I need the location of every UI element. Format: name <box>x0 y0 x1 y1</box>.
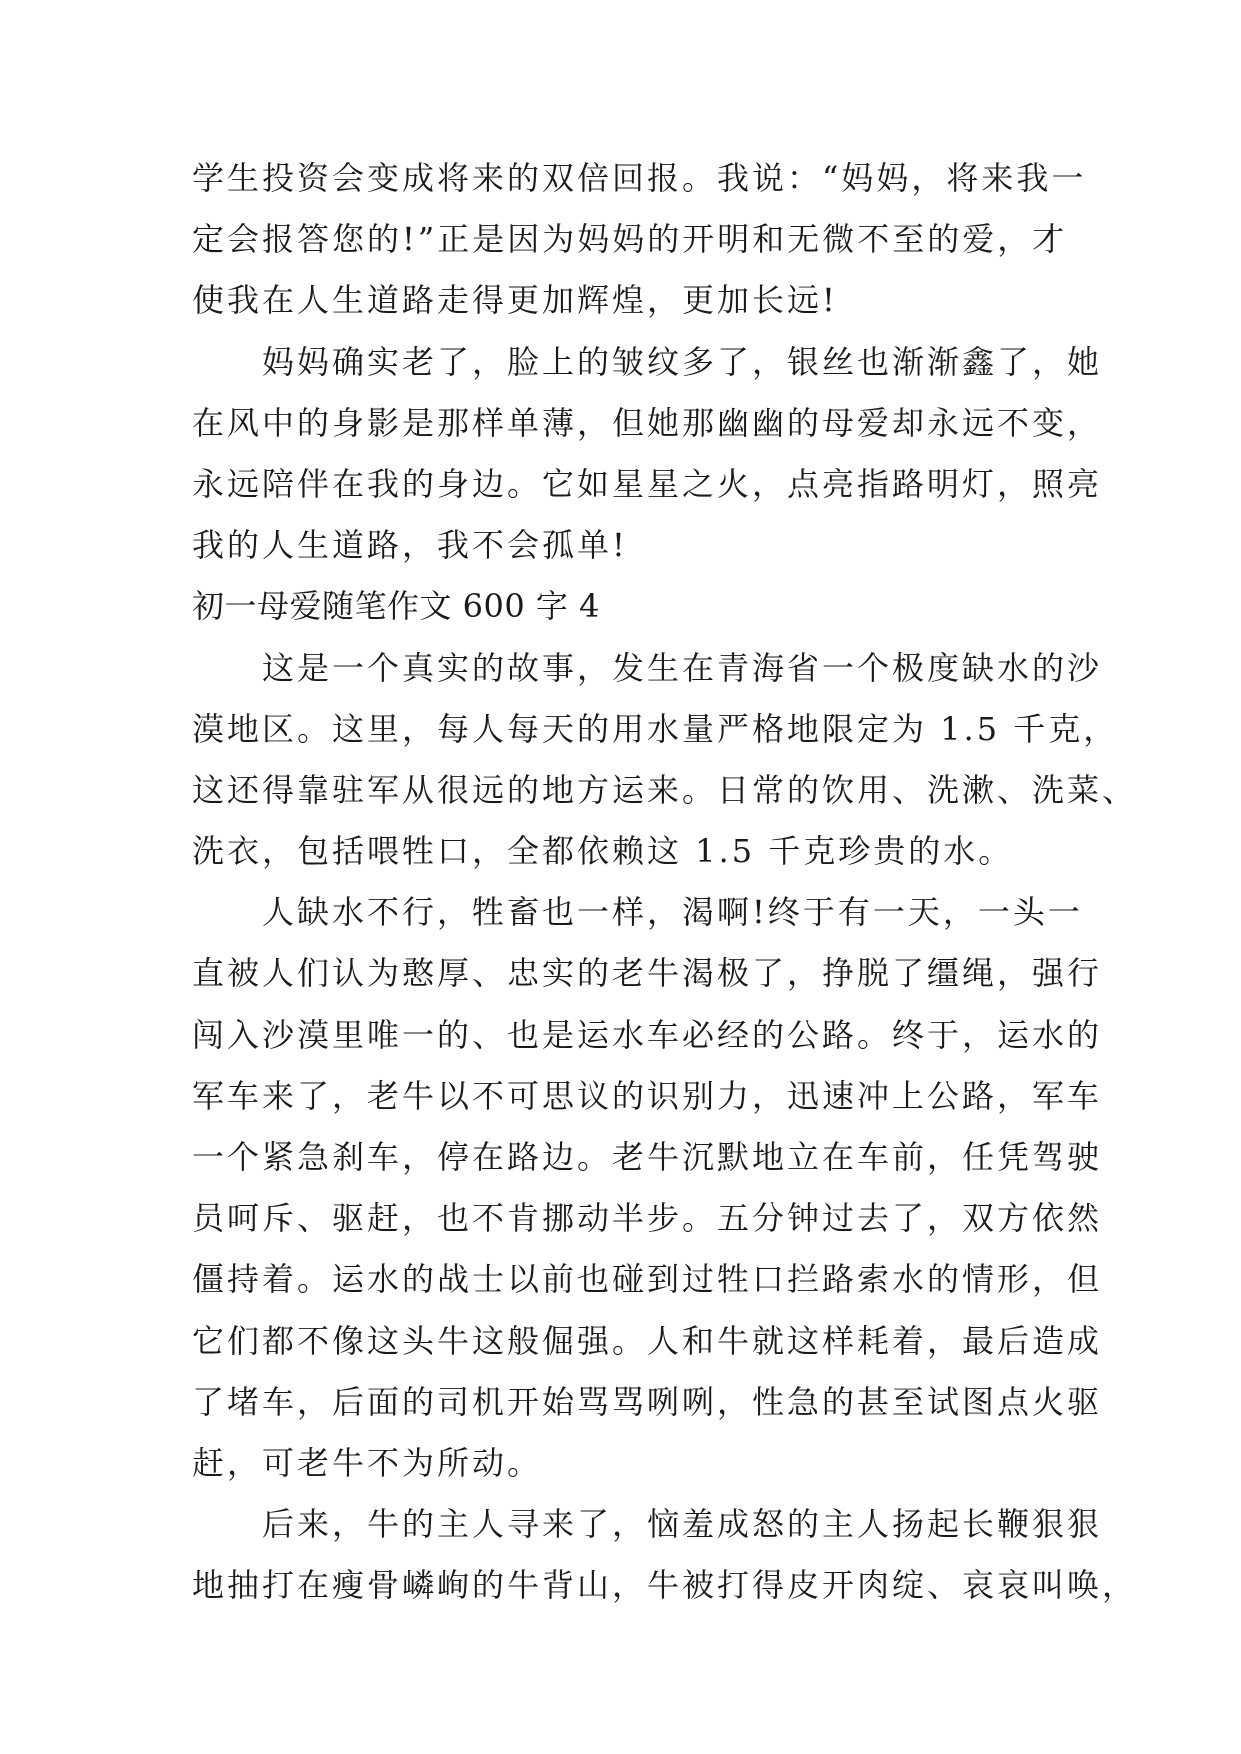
text-line: 这是一个真实的故事，发生在青海省一个极度缺水的沙 <box>192 648 1103 687</box>
text-line: 这还得靠驻军从很远的地方运来。日常的饮用、洗漱、洗菜、 <box>192 770 1138 809</box>
text-line: 我的人生道路，我不会孤单! <box>192 526 628 565</box>
text-line: 人缺水不行，牲畜也一样，渴啊!终于有一天，一头一 <box>192 893 1083 932</box>
text-line: 赶，可老牛不为所动。 <box>192 1443 543 1482</box>
text-line: 漠地区。这里，每人每天的用水量严格地限定为 1.5 千克， <box>192 709 1119 748</box>
text-line: 了堵车，后面的司机开始骂骂咧咧，性急的甚至试图点火驱 <box>192 1382 1103 1421</box>
text-line: 在风中的身影是那样单薄，但她那幽幽的母爱却永远不变， <box>192 403 1103 442</box>
text-line: 闯入沙漠里唯一的、也是运水车必经的公路。终于，运水的 <box>192 1015 1103 1054</box>
text-line: 永远陪伴在我的身边。它如星星之火，点亮指路明灯，照亮 <box>192 464 1103 503</box>
section-heading: 初一母爱随笔作文 600 字 4 <box>192 587 600 626</box>
text-line: 学生投资会变成将来的双倍回报。我说：“妈妈，将来我一 <box>192 159 1087 197</box>
text-line: 它们都不像这头牛这般倔强。人和牛就这样耗着，最后造成 <box>192 1321 1103 1360</box>
text-line: 直被人们认为憨厚、忠实的老牛渴极了，挣脱了缰绳，强行 <box>192 954 1103 993</box>
text-line: 定会报答您的!”正是因为妈妈的开明和无微不至的爱，才 <box>192 220 1068 259</box>
text-line: 一个紧急刹车，停在路边。老牛沉默地立在车前，任凭驾驶 <box>192 1138 1103 1176</box>
text-line: 妈妈确实老了，脸上的皱纹多了，银丝也渐渐鑫了，她 <box>192 342 1103 381</box>
essay-text <box>192 148 1138 1617</box>
text-line: 使我在人生道路走得更加辉煌，更加长远! <box>192 281 838 320</box>
text-line: 地抽打在瘦骨嶙峋的牛背山，牛被打得皮开肉绽、哀哀叫唤， <box>192 1566 1138 1605</box>
text-line: 军车来了，老牛以不可思议的识别力，迅速冲上公路，军车 <box>192 1076 1103 1115</box>
text-line: 僵持着。运水的战士以前也碰到过牲口拦路索水的情形，但 <box>192 1260 1103 1299</box>
text-line: 员呵斥、驱赶，也不肯挪动半步。五分钟过去了，双方依然 <box>192 1199 1103 1238</box>
text-line: 洗衣，包括喂牲口，全都依赖这 1.5 千克珍贵的水。 <box>192 832 1014 871</box>
text-line: 后来，牛的主人寻来了，恼羞成怒的主人扬起长鞭狠狠 <box>192 1505 1103 1544</box>
